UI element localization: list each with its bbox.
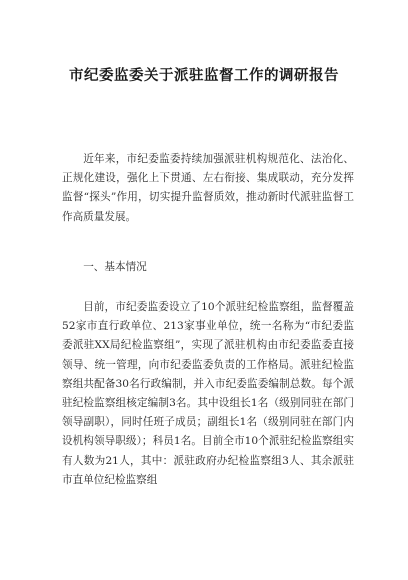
section-heading: 一、基本情况 (83, 261, 147, 273)
intro-paragraph: 近年来，市纪委监委持续加强派驻机构规范化、法治化、正规化建设，强化上下贯通、左右衔接、集成联动，充分发挥监督“探头”作用，切实提升监督质效，推动新时代派驻监督工作高质量发展。 (62, 153, 354, 223)
section-body-paragraph: 目前，市纪委监委设立了10个派驻纪检监察组，监督覆盖52家市直行政单位、213家事业单位，统一名称为“市纪委监委派驻XX局纪检监察组”，实现了派驻机构由市纪委监委直接领导、统一管理，向市纪委监委负责的工作格局。派驻纪检监察组共配备30名行政编制，并入市纪委监委编制总数。每个派驻纪检监察组核定编制3名。其中设组长1名（级别同驻在部门领导副职），同时任班子成员；副组长1名（级别同驻在部门内设机构领导职级）；科员1名。目前全市10个派驻纪检监察组实有人数为21人，其中：派驻政府办纪检监察组3人、其余派驻市直单位纪检监察组 (62, 301, 354, 486)
document-title: 市纪委监委关于派驻监督工作的调研报告 (69, 68, 339, 84)
